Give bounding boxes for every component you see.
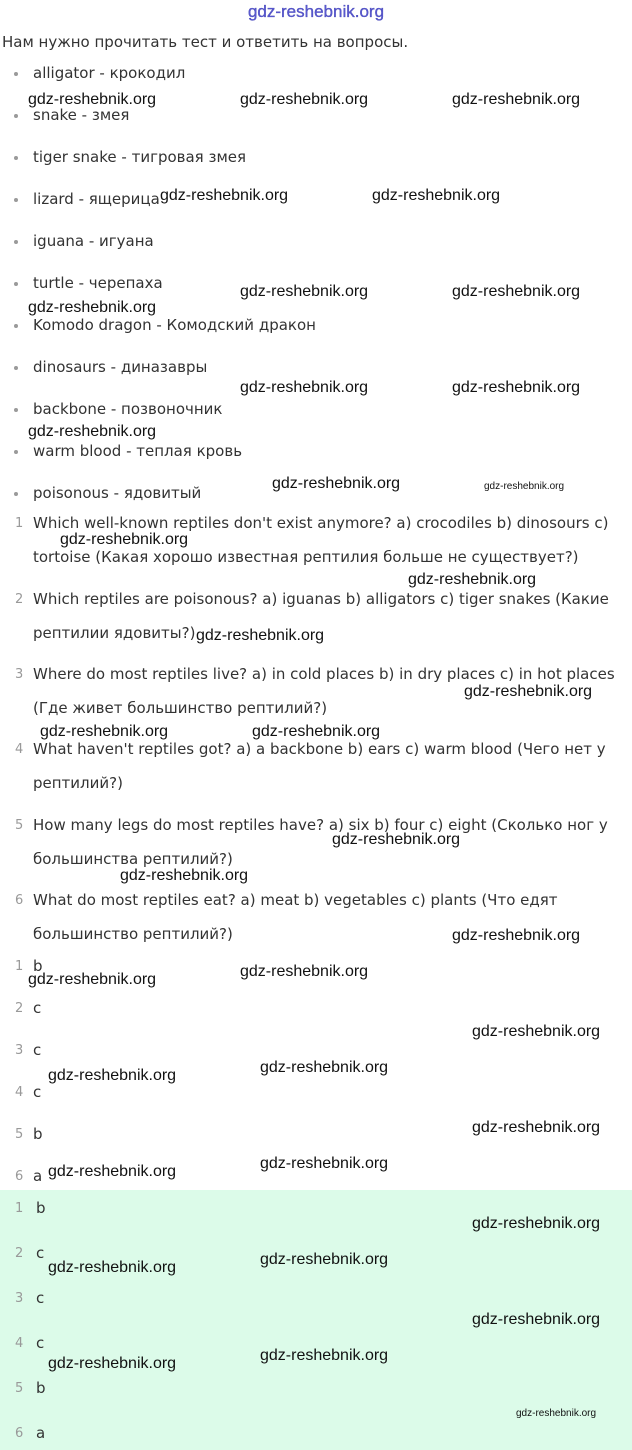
bullet-icon [14,156,18,160]
answer-value: c [36,1334,45,1352]
question-number: 3 [15,667,24,682]
answer-value: b [33,1125,43,1143]
answer-value: b [33,957,43,975]
watermark: gdz-reshebnik.org [452,927,581,944]
watermark: gdz-reshebnik.org [48,1355,177,1372]
question-2: Which reptiles are poisonous? a) iguanas b) alligators c) tiger snakes (Какие рептилии ядовиты?) [33,590,609,642]
watermark: gdz-reshebnik.org [272,475,401,492]
question-4: What haven't reptiles got? a) a backbone b) ears c) warm blood (Чего нет у рептилий?) [33,740,606,792]
question-number: 4 [15,742,24,757]
watermark: gdz-reshebnik.org [120,867,249,884]
watermark: gdz-reshebnik.org [240,963,369,980]
answer-number: 6 [15,1169,24,1184]
bullet-icon [14,72,18,76]
watermark: gdz-reshebnik.org [408,571,537,588]
watermark: gdz-reshebnik.org [452,283,581,300]
answer-number: 4 [15,1085,24,1100]
watermark: gdz-reshebnik.org [28,423,157,440]
watermark: gdz-reshebnik.org [452,379,581,396]
bullet-icon [14,450,18,454]
watermark: gdz-reshebnik.org [40,723,169,740]
bullet-icon [14,324,18,328]
question-1: Which well-known reptiles don't exist anymore? a) crocodiles b) dinosours c) tortoise (Какая хорошо известная рептилия больше не существует?) [33,514,609,566]
watermark: gdz-reshebnik.org [464,683,593,700]
watermark: gdz-reshebnik.org [160,187,289,204]
watermark: gdz-reshebnik.org [240,379,369,396]
bullet-icon [14,114,18,118]
watermark: gdz-reshebnik.org [472,1215,601,1232]
watermark: gdz-reshebnik.org [332,831,461,848]
watermark: gdz-reshebnik.org [260,1059,389,1076]
question-number: 2 [15,592,24,607]
bullet-icon [14,198,18,202]
answer-value: b [36,1379,46,1397]
question-3: Where do most reptiles live? a) in cold places b) in dry places c) in hot places (Где живет большинство рептилий?) [33,665,615,717]
watermark: gdz-reshebnik.org [260,1347,389,1364]
watermark: gdz-reshebnik.org [472,1023,601,1040]
answer-number: 5 [15,1127,24,1142]
answer-number: 1 [15,1201,24,1216]
answer-number: 3 [15,1043,24,1058]
watermark: gdz-reshebnik.org [260,1251,389,1268]
answer-value: c [33,1083,42,1101]
answer-number: 2 [15,1001,24,1016]
answer-number: 6 [15,1426,24,1441]
question-number: 5 [15,818,24,833]
answer-value: a [33,1167,43,1185]
watermark: gdz-reshebnik.org [252,723,381,740]
site-header[interactable]: gdz-reshebnik.org [247,2,385,21]
watermark: gdz-reshebnik.org [484,481,565,492]
watermark: gdz-reshebnik.org [28,91,157,108]
question-5: How many legs do most reptiles have? a) six b) four c) eight (Сколько ног у большинства рептилий?) [33,816,608,868]
question-number: 6 [15,893,24,908]
answer-value: c [33,999,42,1017]
watermark: gdz-reshebnik.org [260,1155,389,1172]
answer-number: 3 [15,1291,24,1306]
question-6: What do most reptiles eat? a) meat b) vegetables c) plants (Что едят большинство рептилий?) [33,891,558,943]
watermark: gdz-reshebnik.org [28,971,157,988]
answer-value: b [36,1199,46,1217]
bullet-icon [14,282,18,286]
answer-value: c [36,1244,45,1262]
watermark: gdz-reshebnik.org [472,1311,601,1328]
answer-number: 1 [15,959,24,974]
bullet-icon [14,492,18,496]
bullet-icon [14,366,18,370]
bullet-icon [14,408,18,412]
watermark: gdz-reshebnik.org [28,299,157,316]
watermark: gdz-reshebnik.org [516,1408,597,1419]
question-number: 1 [15,516,24,531]
watermark: gdz-reshebnik.org [48,1067,177,1084]
watermark: gdz-reshebnik.org [372,187,501,204]
answer-number: 4 [15,1336,24,1351]
answer-value: a [36,1424,46,1442]
watermark: gdz-reshebnik.org [48,1163,177,1180]
watermark: gdz-reshebnik.org [452,91,581,108]
watermark: gdz-reshebnik.org [240,283,369,300]
watermark: gdz-reshebnik.org [60,531,189,548]
watermark: gdz-reshebnik.org [240,91,369,108]
watermark: gdz-reshebnik.org [196,627,325,644]
answer-number: 2 [15,1246,24,1261]
watermark: gdz-reshebnik.org [472,1119,601,1136]
bullet-icon [14,240,18,244]
answer-value: c [33,1041,42,1059]
watermark: gdz-reshebnik.org [48,1259,177,1276]
answer-number: 5 [15,1381,24,1396]
intro-text: Нам нужно прочитать тест и ответить на вопросы. [2,33,409,51]
answer-value: c [36,1289,45,1307]
